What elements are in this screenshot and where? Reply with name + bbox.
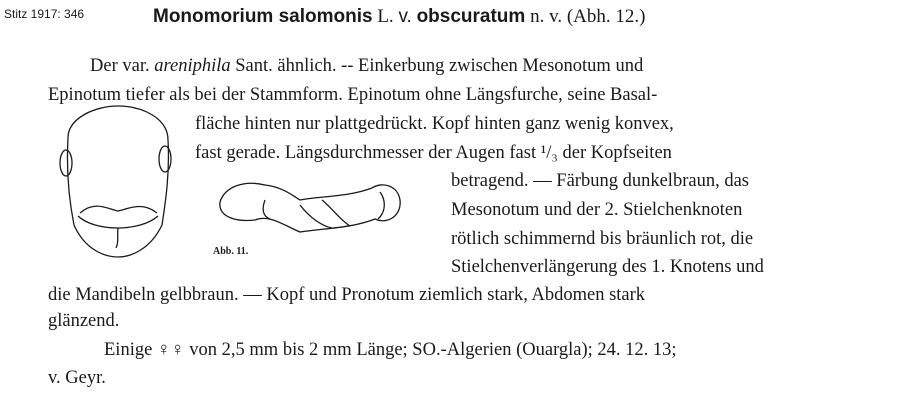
text-line-11: Einige ♀♀ von 2,5 mm bis 2 mm Länge; SO.-Algerien (Ouargla); 24. 12. 13;	[104, 340, 677, 360]
text-line-2: Epinotum tiefer als bei der Stammform. Epinotum ohne Längsfurche, seine Basal-	[48, 85, 658, 105]
ant-petiole-figure	[220, 183, 400, 232]
figure-reference: (Abh. 12.)	[566, 6, 646, 27]
text-line-9: die Mandibeln gelbbraun. — Kopf und Pronotum ziemlich stark, Abdomen stark	[48, 285, 646, 305]
citation-reference: Stitz 1917: 346	[4, 7, 85, 21]
species-name: Monomorium salomonis	[153, 6, 373, 27]
figure-label: Abb. 11.	[213, 246, 249, 257]
text-line-7: rötlich schimmernd bis bräunlich rot, die	[451, 229, 754, 249]
text-segment: Sant. ähnlich. -- Einkerbung zwischen Mesonotum und	[235, 56, 644, 76]
text-line-6: Mesonotum und der 2. Stielchenknoten	[451, 200, 743, 220]
ant-head-figure	[60, 106, 171, 257]
text-line-12: v. Geyr.	[48, 368, 106, 388]
taxon-status: n. v.	[530, 6, 563, 27]
species-author: L.	[377, 6, 394, 27]
text-line-10: glänzend.	[48, 311, 120, 331]
text-line-4: fast gerade. Längsdurchmesser der Augen fast ¹/₃ der Kopfseiten	[195, 143, 672, 163]
text-italic-segment: areniphila	[154, 56, 231, 76]
rank: v.	[398, 6, 412, 27]
taxon-name: obscuratum	[416, 6, 526, 27]
text-line-5: betragend. — Färbung dunkelbraun, das	[451, 171, 749, 191]
text-line-3: fläche hinten nur plattgedrückt. Kopf hinten ganz wenig konvex,	[195, 114, 674, 134]
text-line-8: Stielchenverlängerung des 1. Knotens und	[451, 257, 764, 277]
text-segment: Der var.	[90, 56, 150, 76]
